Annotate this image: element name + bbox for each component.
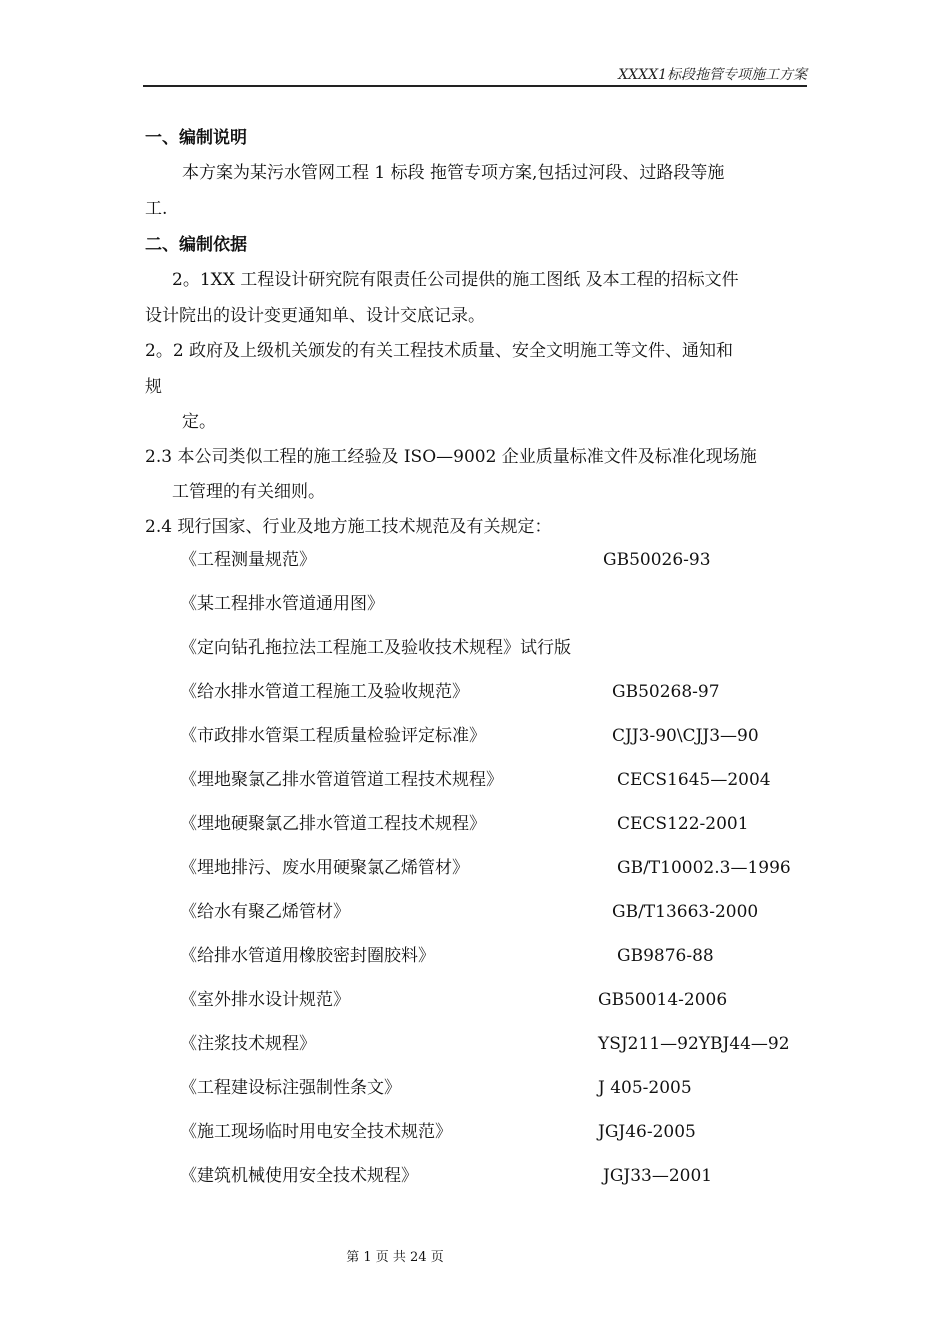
header-rule bbox=[143, 85, 807, 87]
page-header-title: XXXX1标段拖管专项施工方案 bbox=[618, 67, 807, 83]
standard-code: GB9876-88 bbox=[617, 946, 714, 966]
standard-name: 《给排水管道用橡胶密封圈胶料》 bbox=[180, 946, 435, 966]
standard-name: 《定向钻孔拖拉法工程施工及验收技术规程》试行版 bbox=[180, 638, 571, 658]
standard-name: 《给水有聚乙烯管材》 bbox=[180, 902, 350, 922]
standard-code: JGJ33—2001 bbox=[603, 1166, 713, 1186]
paragraph-line: 2.4 现行国家、行业及地方施工技术规范及有关规定： bbox=[145, 517, 552, 537]
standard-name: 《某工程排水管道通用图》 bbox=[180, 594, 384, 614]
paragraph-line: 2.3 本公司类似工程的施工经验及 ISO—9002 企业质量标准文件及标准化现场施 bbox=[145, 447, 757, 467]
section-heading-1: 一、编制说明 bbox=[145, 128, 247, 148]
page-footer: 第 1 页 共 24 页 bbox=[346, 1250, 444, 1265]
standard-code: GB/T10002.3—1996 bbox=[617, 858, 791, 878]
standard-name: 《工程测量规范》 bbox=[180, 550, 316, 570]
paragraph-line: 定。 bbox=[182, 412, 216, 432]
standard-code: GB50268-97 bbox=[612, 682, 720, 702]
standard-name: 《室外排水设计规范》 bbox=[180, 990, 350, 1010]
standard-code: YSJ211—92YBJ44—92 bbox=[598, 1034, 790, 1054]
standard-code: JGJ46-2005 bbox=[598, 1122, 696, 1142]
standard-code: CJJ3-90\CJJ3—90 bbox=[612, 726, 759, 746]
section-heading-2: 二、编制依据 bbox=[145, 235, 247, 255]
paragraph-line: 2。2 政府及上级机关颁发的有关工程技术质量、安全文明施工等文件、通知和 bbox=[145, 341, 734, 361]
paragraph-line: 2。1XX 工程设计研究院有限责任公司提供的施工图纸 及本工程的招标文件 bbox=[172, 270, 739, 290]
paragraph-line: 规 bbox=[145, 377, 162, 397]
standard-code: GB/T13663-2000 bbox=[612, 902, 759, 922]
standard-name: 《埋地聚氯乙排水管道管道工程技术规程》 bbox=[180, 770, 503, 790]
standard-name: 《工程建设标注强制性条文》 bbox=[180, 1078, 401, 1098]
paragraph-line: 本方案为某污水管网工程 1 标段 拖管专项方案,包括过河段、过路段等施 bbox=[182, 163, 725, 183]
paragraph-line: 工. bbox=[145, 199, 168, 219]
paragraph-line: 设计院出的设计变更通知单、设计交底记录。 bbox=[145, 306, 485, 326]
paragraph-line: 工管理的有关细则。 bbox=[172, 482, 325, 502]
standard-code: GB50026-93 bbox=[603, 550, 711, 570]
standard-code: CECS122-2001 bbox=[617, 814, 749, 834]
standard-name: 《注浆技术规程》 bbox=[180, 1034, 316, 1054]
standard-name: 《埋地硬聚氯乙排水管道工程技术规程》 bbox=[180, 814, 486, 834]
standard-name: 《给水排水管道工程施工及验收规范》 bbox=[180, 682, 469, 702]
standard-code: GB50014-2006 bbox=[598, 990, 728, 1010]
standard-code: J 405-2005 bbox=[598, 1078, 692, 1098]
standard-name: 《市政排水管渠工程质量检验评定标准》 bbox=[180, 726, 486, 746]
standard-code: CECS1645—2004 bbox=[617, 770, 771, 790]
standard-name: 《施工现场临时用电安全技术规范》 bbox=[180, 1122, 452, 1142]
standard-name: 《埋地排污、废水用硬聚氯乙烯管材》 bbox=[180, 858, 469, 878]
standard-name: 《建筑机械使用安全技术规程》 bbox=[180, 1166, 418, 1186]
